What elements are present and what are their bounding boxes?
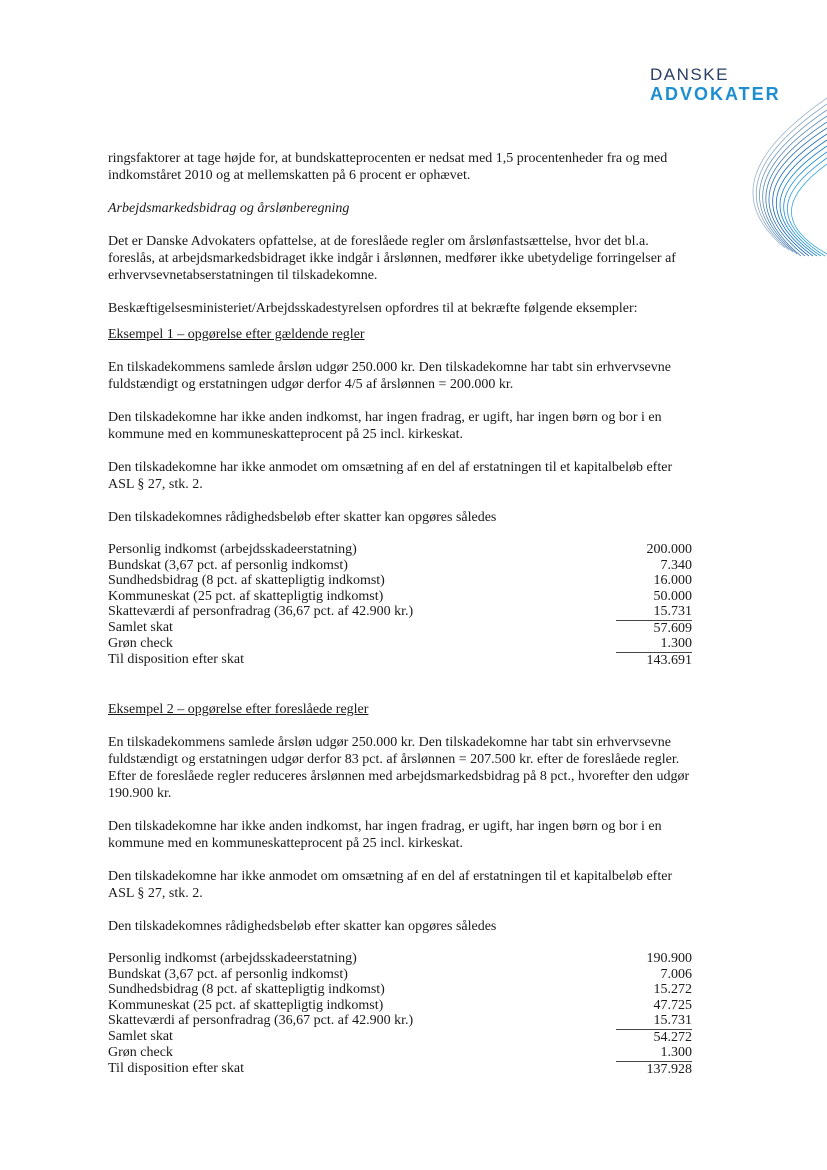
row-label: Skatteværdi af personfradrag (36,67 pct. af 42.900 kr.): [108, 604, 414, 619]
row-value: 47.725: [653, 997, 692, 1013]
table-row: [108, 1061, 692, 1077]
row-label: Samlet skat: [108, 1029, 173, 1044]
example-1-tax-table: [108, 542, 692, 668]
example-2-paragraph-1: En tilskadekommens samlede årsløn udgør 250.000 kr. Den tilskadekomne har tabt sin erhvervsevne fuldstændigt og erstatningen udgør derfor 83 pct. af årslønnen = 207.500 kr. efter de foreslåede regler. Efter de foreslåede regler reduceres årslønnen med arbejdsmarkedsbidrag på 8 pct., hvorefter den udgør 190.900 kr.: [108, 735, 690, 801]
row-value: 50.000: [653, 588, 692, 604]
table-row: [108, 967, 692, 983]
row-label: Sundhedsbidrag (8 pct. af skattepligtig indkomst): [108, 982, 385, 997]
row-label: Grøn check: [108, 636, 173, 651]
example-2-paragraph-4: Den tilskadekomnes rådighedsbeløb efter skatter kan opgøres således: [108, 919, 497, 934]
table-row: [108, 652, 692, 668]
table-row: [108, 542, 692, 558]
example-1-paragraph-1: En tilskadekommens samlede årsløn udgør 250.000 kr. Den tilskadekomne har tabt sin erhvervsevne fuldstændigt og erstatningen udgør derfor 4/5 af årslønnen = 200.000 kr.: [108, 360, 671, 392]
row-value: 15.731: [616, 1013, 692, 1029]
row-value: 57.609: [653, 620, 692, 636]
table-row: [108, 1029, 692, 1045]
table-row: [108, 573, 692, 589]
table-row: [108, 558, 692, 574]
row-label: Kommuneskat (25 pct. af skattepligtig indkomst): [108, 588, 384, 604]
logo-line-1: DANSKE: [650, 65, 729, 84]
row-label: Skatteværdi af personfradrag (36,67 pct. af 42.900 kr.): [108, 1013, 414, 1028]
row-value: 190.900: [646, 951, 692, 966]
row-label: Til disposition efter skat: [108, 652, 244, 667]
logo-swoosh-graphic: [725, 88, 827, 258]
table-row: [108, 998, 692, 1014]
row-label: Kommuneskat (25 pct. af skattepligtig indkomst): [108, 997, 384, 1013]
row-value: 15.272: [653, 982, 692, 997]
row-value: 16.000: [653, 573, 692, 588]
example-1-heading: Eksempel 1 – opgørelse efter gældende regler: [108, 327, 365, 342]
row-label: Personlig indkomst (arbejdsskadeerstatning): [108, 542, 357, 557]
logo-line-2: ADVOKATER: [650, 84, 781, 104]
example-1-paragraph-3: Den tilskadekomne har ikke anmodet om omsætning af en del af erstatningen til et kapitalbeløb efter ASL § 27, stk. 2.: [108, 460, 673, 492]
row-label: Bundskat (3,67 pct. af personlig indkomst): [108, 557, 348, 573]
table-row: [108, 589, 692, 605]
table-row: [108, 620, 692, 636]
row-value: 200.000: [646, 542, 692, 557]
row-value: 15.731: [616, 604, 692, 620]
row-value: 1.300: [616, 1045, 692, 1061]
section-heading: Arbejdsmarkedsbidrag og årslønberegning: [108, 201, 350, 216]
row-label: Grøn check: [108, 1045, 173, 1060]
row-value: 7.006: [660, 966, 692, 982]
row-value: 1.300: [616, 636, 692, 652]
row-label: Personlig indkomst (arbejdsskadeerstatning): [108, 951, 357, 966]
table-row: [108, 636, 692, 652]
row-value: 7.340: [660, 557, 692, 573]
table-row: [108, 1045, 692, 1061]
row-value: 143.691: [646, 652, 692, 668]
section-paragraph: Det er Danske Advokaters opfattelse, at de foreslåede regler om årslønfastsættelse, hvor det bl.a. foreslås, at arbejdsmarkedsbidraget ikke indgår i årslønnen, medfører ikke ubetydelige forringelser af erhvervsevnetabserstatningen til tilskadekomne.: [108, 234, 676, 283]
intro-paragraph: ringsfaktorer at tage højde for, at bundskatteprocenten er nedsat med 1,5 procentenheder fra og med indkomståret 2010 og at mellemskatten på 6 procent er ophævet.: [108, 151, 668, 183]
table-row: [108, 1013, 692, 1029]
table-row: [108, 951, 692, 967]
document-body: [108, 150, 693, 1077]
example-2-heading: Eksempel 2 – opgørelse efter foreslåede regler: [108, 702, 369, 717]
row-value: 137.928: [646, 1061, 692, 1077]
example-1-paragraph-2: Den tilskadekomne har ikke anden indkomst, har ingen fradrag, er ugift, har ingen børn og bor i en kommune med en kommuneskatteprocent på 25 incl. kirkeskat.: [108, 410, 662, 442]
example-2-paragraph-2: Den tilskadekomne har ikke anden indkomst, har ingen fradrag, er ugift, har ingen børn og bor i en kommune med en kommuneskatteprocent på 25 incl. kirkeskat.: [108, 819, 662, 851]
row-label: Sundhedsbidrag (8 pct. af skattepligtig indkomst): [108, 573, 385, 588]
table-row: [108, 982, 692, 998]
example-2-paragraph-3: Den tilskadekomne har ikke anmodet om omsætning af en del af erstatningen til et kapitalbeløb efter ASL § 27, stk. 2.: [108, 869, 673, 901]
example-2-tax-table: [108, 951, 692, 1077]
row-label: Til disposition efter skat: [108, 1061, 244, 1076]
example-1-paragraph-4: Den tilskadekomnes rådighedsbeløb efter skatter kan opgøres således: [108, 510, 497, 525]
table-row: [108, 604, 692, 620]
request-paragraph: Beskæftigelsesministeriet/Arbejdsskadestyrelsen opfordres til at bekræfte følgende eksempler:: [108, 301, 638, 316]
row-value: 54.272: [653, 1029, 692, 1045]
row-label: Bundskat (3,67 pct. af personlig indkomst): [108, 966, 348, 982]
row-label: Samlet skat: [108, 620, 173, 635]
